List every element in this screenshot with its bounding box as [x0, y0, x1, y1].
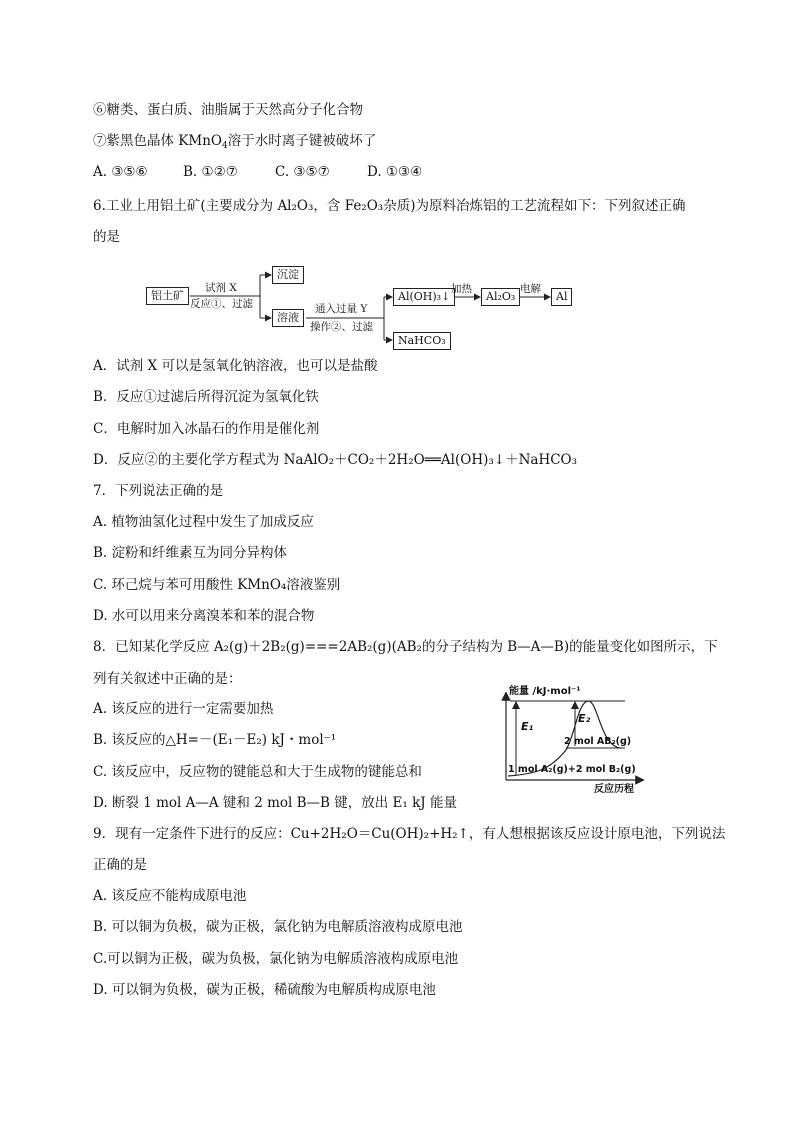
flow-label-pass-y: 通入过量 Y	[315, 303, 368, 315]
flow-label-electrolysis: 电解	[520, 283, 541, 295]
q7-stem: 7．下列说法正确的是	[93, 483, 224, 499]
q5-item7: ⑦紫黑色晶体 KMnO$_4$溶于水时离子键被破坏了	[93, 133, 377, 151]
flow-box-al: Al	[551, 288, 572, 306]
product-label: 2 mol AB₂(g)	[564, 736, 632, 747]
flow-label-operation2: 操作②、过滤	[310, 321, 373, 333]
q8-option-a: A. 该反应的进行一定需要加热	[93, 701, 274, 717]
q6-option-c: C．电解时加入冰晶石的作用是催化剂	[93, 421, 320, 437]
q7-option-c: C. 环己烷与苯可用酸性 KMnO₄溶液鉴别	[93, 577, 341, 593]
q9-stem-line2: 正确的是	[93, 857, 147, 873]
q5-item6: ⑥糖类、蛋白质、油脂属于天然高分子化合物	[93, 102, 363, 118]
e2-label: E₂	[578, 712, 591, 725]
flow-label-heat: 加热	[451, 283, 472, 295]
flow-box-precipitate: 沉淀	[272, 266, 304, 284]
q7-option-a: A. 植物油氢化过程中发生了加成反应	[93, 514, 314, 530]
energy-x-label: 反应历程	[594, 784, 634, 795]
q6-stem-line1: 6.工业上用铝土矿(主要成分为 Al₂O₃，含 Fe₂O₃杂质)为原料冶炼铝的工艺流程如下：下列叙述正确	[93, 198, 686, 214]
flow-label-reagent-x: 试剂 X	[205, 282, 237, 294]
q7-option-b: B. 淀粉和纤维素互为同分异构体	[93, 545, 288, 561]
q6-option-b: B．反应①过滤后所得沉淀为氢氧化铁	[93, 389, 319, 405]
q9-option-d: D. 可以铜为负极，碳为正极，稀硫酸为电解质构成原电池	[93, 982, 436, 998]
q8-option-d: D. 断裂 1 mol A—A 键和 2 mol B—B 键，放出 E₁ kJ 能量	[93, 795, 457, 811]
reactant-label: 1 mol A₂(g)+2 mol B₂(g)	[508, 764, 636, 775]
q5-option-c: C. ③⑤⑦	[275, 164, 330, 180]
energy-y-label: 能量 /kJ·mol⁻¹	[509, 686, 581, 697]
q8-stem-line2: 列有关叙述中正确的是：	[93, 671, 242, 687]
q6-option-a: A．试剂 X 可以是氢氧化钠溶液，也可以是盐酸	[93, 358, 378, 374]
q9-stem-line1: 9．现有一定条件下进行的反应：Cu+2H₂O＝Cu(OH)₂+H₂↑，有人想根据该反应设计原电池，下列说法	[93, 826, 726, 842]
q8-option-c: C. 该反应中，反应物的键能总和大于生成物的键能总和	[93, 764, 422, 780]
flow-box-nahco3: NaHCO₃	[393, 332, 451, 350]
q7-option-d: D. 水可以用来分离溴苯和苯的混合物	[93, 608, 315, 624]
flow-box-aloh3: Al(OH)₃↓	[393, 288, 455, 306]
q6-option-d: D．反应②的主要化学方程式为 NaAlO₂＋CO₂＋2H₂O══Al(OH)₃↓＋NaHCO₃	[93, 452, 578, 468]
q5-option-b: B. ①②⑦	[183, 164, 238, 180]
q8-option-b: B. 该反应的△H=－(E₁－E₂) kJ・mol⁻¹	[93, 732, 337, 748]
q6-stem-line2: 的是	[93, 229, 120, 245]
flow-box-al2o3: Al₂O₃	[481, 288, 520, 306]
q9-option-b: B. 可以铜为负极，碳为正极，氯化钠为电解质溶液构成原电池	[93, 919, 463, 935]
q5-option-a: A. ③⑤⑥	[93, 164, 148, 180]
e1-label: E₁	[521, 720, 534, 733]
q9-option-a: A. 该反应不能构成原电池	[93, 888, 247, 904]
q5-options	[93, 163, 422, 181]
q9-option-c: C.可以铜为正极，碳为负极，氯化钠为电解质溶液构成原电池	[93, 951, 459, 967]
flow-box-solution: 溶液	[272, 309, 304, 327]
q5-option-d: D. ①③④	[367, 164, 423, 180]
energy-curve	[508, 701, 620, 776]
flow-label-reaction1: 反应①、过滤	[190, 298, 253, 310]
flow-box-ore: 铝土矿	[146, 287, 189, 305]
q8-stem-line1: 8．已知某化学反应 A₂(g)＋2B₂(g)===2AB₂(g)(AB₂的分子结构为 B—A—B)的能量变化如图所示，下	[93, 639, 718, 655]
